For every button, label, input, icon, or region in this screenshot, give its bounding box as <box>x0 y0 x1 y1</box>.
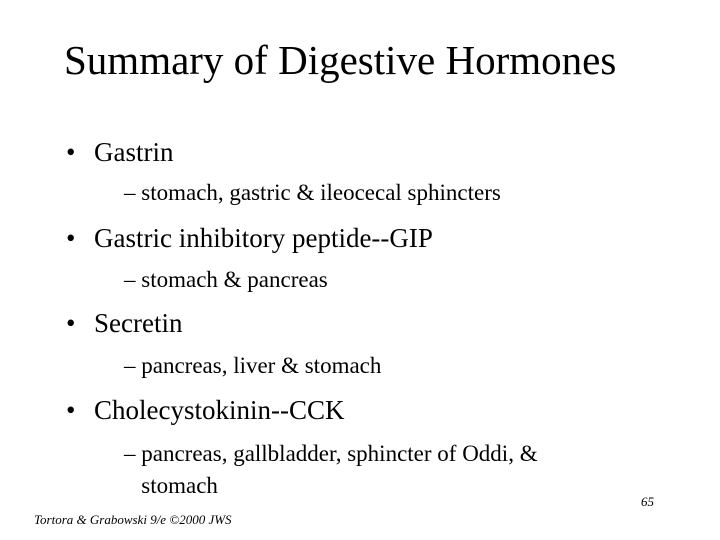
sub-item-gastrin <box>124 178 501 207</box>
bullet-marker: • <box>66 223 76 253</box>
dash-marker: – <box>124 180 136 205</box>
bullet-item-gip <box>66 222 433 254</box>
sub-item-text: pancreas, liver & stomach <box>141 353 382 378</box>
bullet-marker: • <box>66 395 76 425</box>
bullet-marker: • <box>66 137 76 167</box>
dash-marker: – <box>124 267 136 292</box>
dash-marker: – <box>124 441 136 466</box>
slide-title: Summary of Digestive Hormones <box>64 37 617 83</box>
sub-item-secretin <box>124 351 381 380</box>
footer-credit: Tortora & Grabowski 9/e ©2000 JWS <box>34 512 232 527</box>
bullet-item-secretin <box>66 307 182 339</box>
sub-item-text: stomach <box>141 473 218 498</box>
sub-item-text: stomach, gastric & ileocecal sphincters <box>141 180 501 205</box>
bullet-label: Secretin <box>94 308 183 338</box>
bullet-label: Gastric inhibitory peptide--GIP <box>94 223 433 253</box>
bullet-label: Gastrin <box>94 137 174 167</box>
sub-item-cck-line1 <box>124 439 538 468</box>
sub-item-text: stomach & pancreas <box>141 267 328 292</box>
bullet-item-gastrin <box>66 136 173 168</box>
sub-item-text: pancreas, gallbladder, sphincter of Oddi, & <box>141 441 538 466</box>
bullet-item-cck <box>66 394 345 426</box>
dash-marker: – <box>124 353 136 378</box>
bullet-label: Cholecystokinin--CCK <box>94 395 345 425</box>
sub-item-gip <box>124 265 328 294</box>
bullet-marker: • <box>66 308 76 338</box>
sub-item-cck-line2 <box>124 471 218 500</box>
page-number: 65 <box>641 494 654 509</box>
